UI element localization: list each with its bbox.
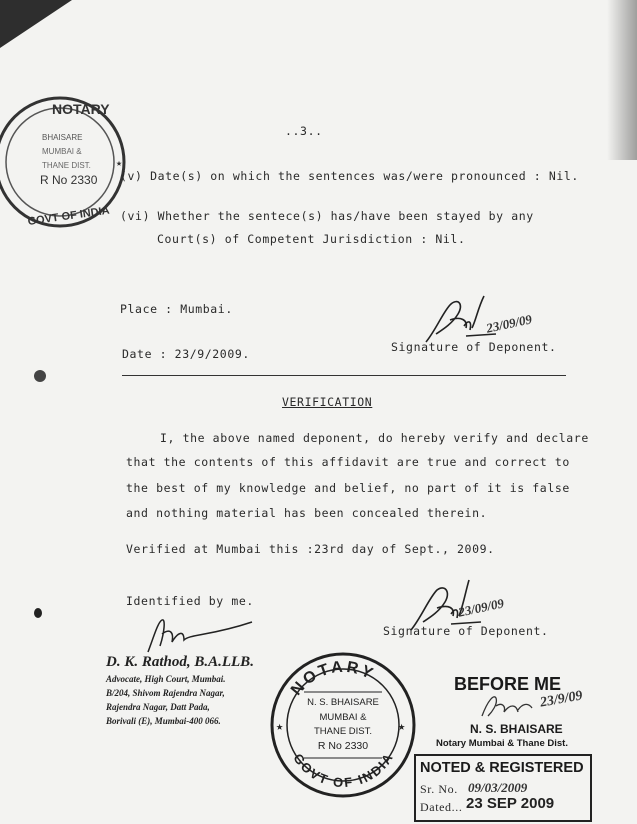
before-me-name: N. S. BHAISARE [470,722,563,736]
verification-line-1: I, the above named deponent, do hereby verify and declare [160,431,589,445]
seal-top-text: NOTARY [52,101,110,117]
signature-label-1: Signature of Deponent. [391,340,557,354]
before-me-date: 23/9/09 [538,688,584,711]
registered-sr-value: 09/03/2009 [468,780,528,795]
date-line: Date : 23/9/2009. [122,347,250,361]
signature-label-2: Signature of Deponent. [383,624,549,638]
registered-title: NOTED & REGISTERED [420,760,584,776]
seal-main-dist: THANE DIST. [313,726,373,737]
scan-edge-shadow [607,0,637,160]
verified-line: Verified at Mumbai this :23rd day of Sept., 2009. [126,542,495,556]
seal-main-bottom-text: GOVT OF INDIA [290,749,397,791]
divider-line [122,375,566,376]
item-vi-line2: Court(s) of Competent Jurisdiction : Nil. [157,232,466,246]
verification-line-4: and nothing material has been concealed therein. [126,506,488,520]
seal-main-area: MUMBAI & [319,712,367,723]
seal-main-name: N. S. BHAISARE [307,697,379,708]
seal-area: MUMBAI & [42,147,82,156]
seal-main-reg: R No 2330 [317,740,369,752]
svg-text:NOTARY [288,659,378,699]
seal-star-left-icon: ★ [276,719,284,733]
notary-seal-main [268,650,418,800]
signature-date-1: 23/09/09 [484,311,534,336]
page-marker: ..3.. [285,124,323,138]
registered-dated-label: Dated... [420,800,463,814]
verification-line-2: that the contents of this affidavit are true and correct to [126,455,570,469]
advocate-line-3: Rajendra Nagar, Datt Pada, [106,702,210,712]
place-line: Place : Mumbai. [120,302,233,316]
seal-main-top-text: NOTARY [287,658,378,699]
verification-line-3: the best of my knowledge and belief, no part of it is false [126,481,570,495]
registered-sr-label: Sr. No. [420,782,458,796]
seal-dist: THANE DIST. [42,161,91,170]
seal-name: BHAISARE [42,133,83,142]
seal-star-right-icon: ★ [398,719,406,733]
seal-reg: R No 2330 [40,173,98,187]
item-v: (v) Date(s) on which the sentences was/were pronounced : Nil. [120,169,579,183]
advocate-line-2: B/204, Shivom Rajendra Nagar, [106,688,225,698]
item-vi-line1: (vi) Whether the sentece(s) has/have been stayed by any [120,209,534,223]
signature-date-2: 23/09/09 [456,595,506,620]
verification-heading: VERIFICATION [282,395,373,409]
seal-bottom-text: GOVT OF INDIA [26,204,111,229]
before-me-title: BEFORE ME [454,674,562,694]
registered-dated-value: 23 SEP 2009 [466,795,555,812]
advocate-line-4: Borivali (E), Mumbai-400 066. [106,716,221,726]
notary-seal-partial [0,82,130,242]
before-me-designation: Notary Mumbai & Thane Dist. [436,738,568,749]
punch-hole-top [34,370,46,382]
seal-star-icon: ★ [116,158,123,169]
identified-line: Identified by me. [126,594,254,608]
punch-hole-bottom [34,608,42,618]
advocate-name: D. K. Rathod, B.A.LLB. [106,654,254,670]
advocate-line-1: Advocate, High Court, Mumbai. [106,674,226,684]
